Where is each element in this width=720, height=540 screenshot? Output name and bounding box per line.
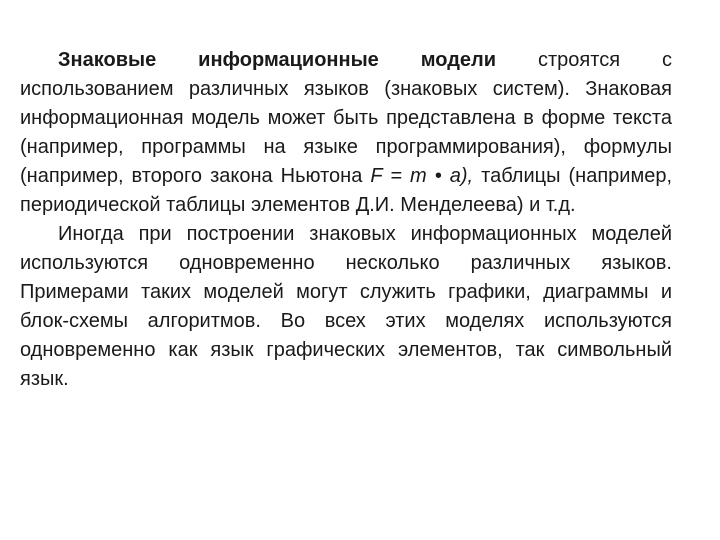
term-heading: Знаковые информационные модели — [58, 49, 497, 71]
paragraph-1-intro: строятся с использованием различных языков (знаковых систем). Знаковая информационная модель может быть представлена в форме текста (например, программы на языке программирования), формулы (например, второго закона Ньютона — [20, 49, 672, 187]
paragraph-1-tail: таблицы (например, периодической таблицы элементов Д.И. Менделеева) и т.д. — [20, 165, 672, 216]
paragraph-1 — [20, 46, 672, 220]
newton-formula: F = m • a), — [370, 165, 474, 187]
paragraph-2: Иногда при построении знаковых информационных моделей используются одновременно несколько различных языков. Примерами таких моделей могут служить графики, диаграммы и блок-схемы алгоритмов. Во всех этих моделях используются одновременно как язык графических элементов, так символьный язык. — [20, 223, 672, 390]
text-block — [20, 46, 672, 394]
